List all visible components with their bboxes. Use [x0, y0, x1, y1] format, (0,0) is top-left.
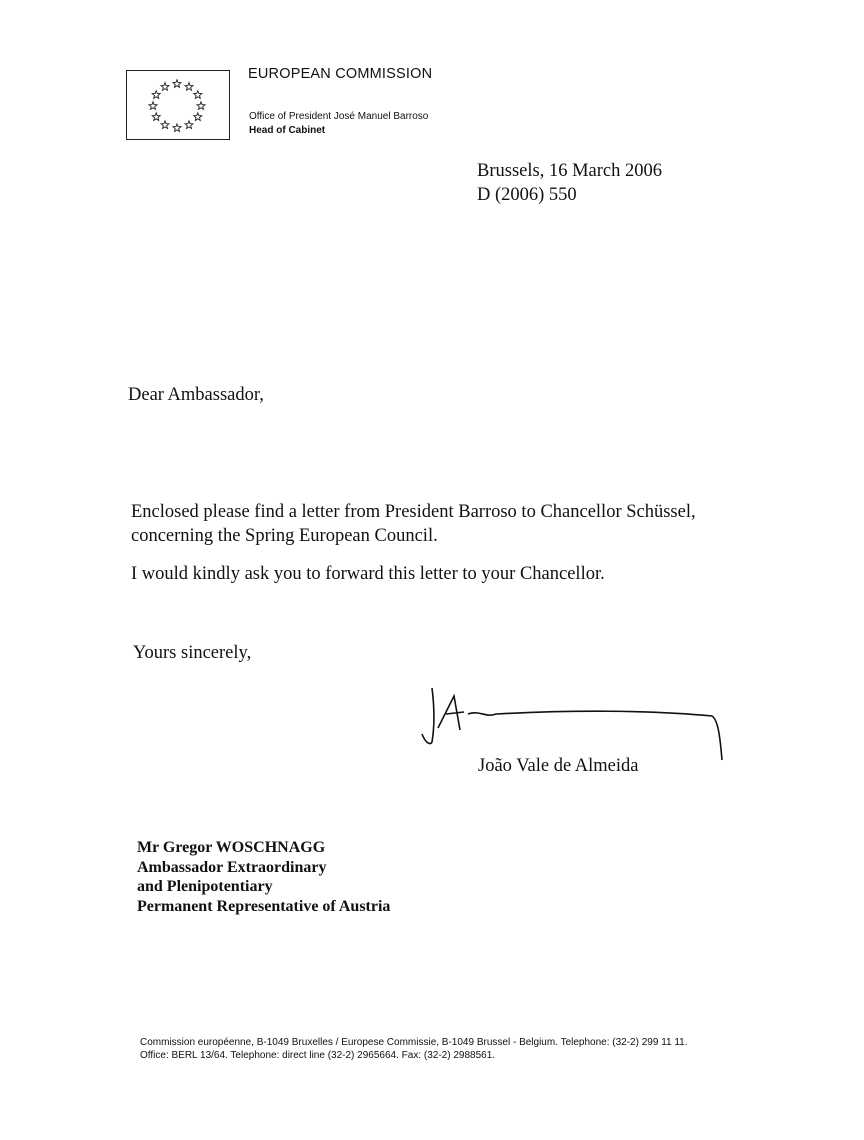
reference-number: D (2006) 550 — [477, 185, 577, 205]
star-icon — [149, 102, 157, 110]
star-icon — [161, 121, 169, 129]
eu-stars-icon — [127, 71, 231, 141]
star-icon — [152, 91, 160, 99]
signatory-name: João Vale de Almeida — [478, 756, 639, 776]
place-date: Brussels, 16 March 2006 — [477, 161, 662, 181]
star-icon — [194, 113, 202, 121]
cabinet-line: Head of Cabinet — [249, 125, 326, 136]
handwritten-signature — [420, 684, 730, 764]
star-icon — [173, 124, 181, 132]
addressee-title-3: Permanent Representative of Austria — [137, 897, 391, 915]
footer-office: Office: BERL 13/64. Telephone: direct line (32-2) 2965664. Fax: (32-2) 2988561. — [140, 1050, 496, 1061]
star-icon — [152, 113, 160, 121]
addressee-title-2: and Plenipotentiary — [137, 878, 273, 895]
star-icon — [173, 80, 181, 88]
addressee-title-1: Ambassador Extraordinary — [137, 858, 327, 876]
body-paragraph-1: Enclosed please find a letter from President Barroso to Chancellor Schüssel, concerning the Spring European Council. — [131, 502, 696, 546]
closing: Yours sincerely, — [133, 643, 252, 663]
footer — [140, 1036, 688, 1062]
star-icon — [161, 83, 169, 91]
addressee-block — [137, 838, 390, 916]
star-icon — [194, 91, 202, 99]
star-icon — [185, 121, 193, 129]
office-line: Office of President José Manuel Barroso — [249, 111, 429, 122]
organization-name: EUROPEAN COMMISSION — [248, 66, 433, 82]
body-paragraph-2: I would kindly ask you to forward this letter to your Chancellor. — [131, 564, 605, 584]
salutation: Dear Ambassador, — [128, 385, 264, 405]
addressee-name: Mr Gregor WOSCHNAGG — [137, 839, 326, 856]
star-icon — [185, 83, 193, 91]
eu-emblem — [126, 70, 230, 140]
star-icon — [197, 102, 205, 110]
footer-address: Commission européenne, B-1049 Bruxelles / Europese Commissie, B-1049 Brussel - Belgium. Telephone: (32-2) 299 11 11. — [140, 1037, 688, 1048]
